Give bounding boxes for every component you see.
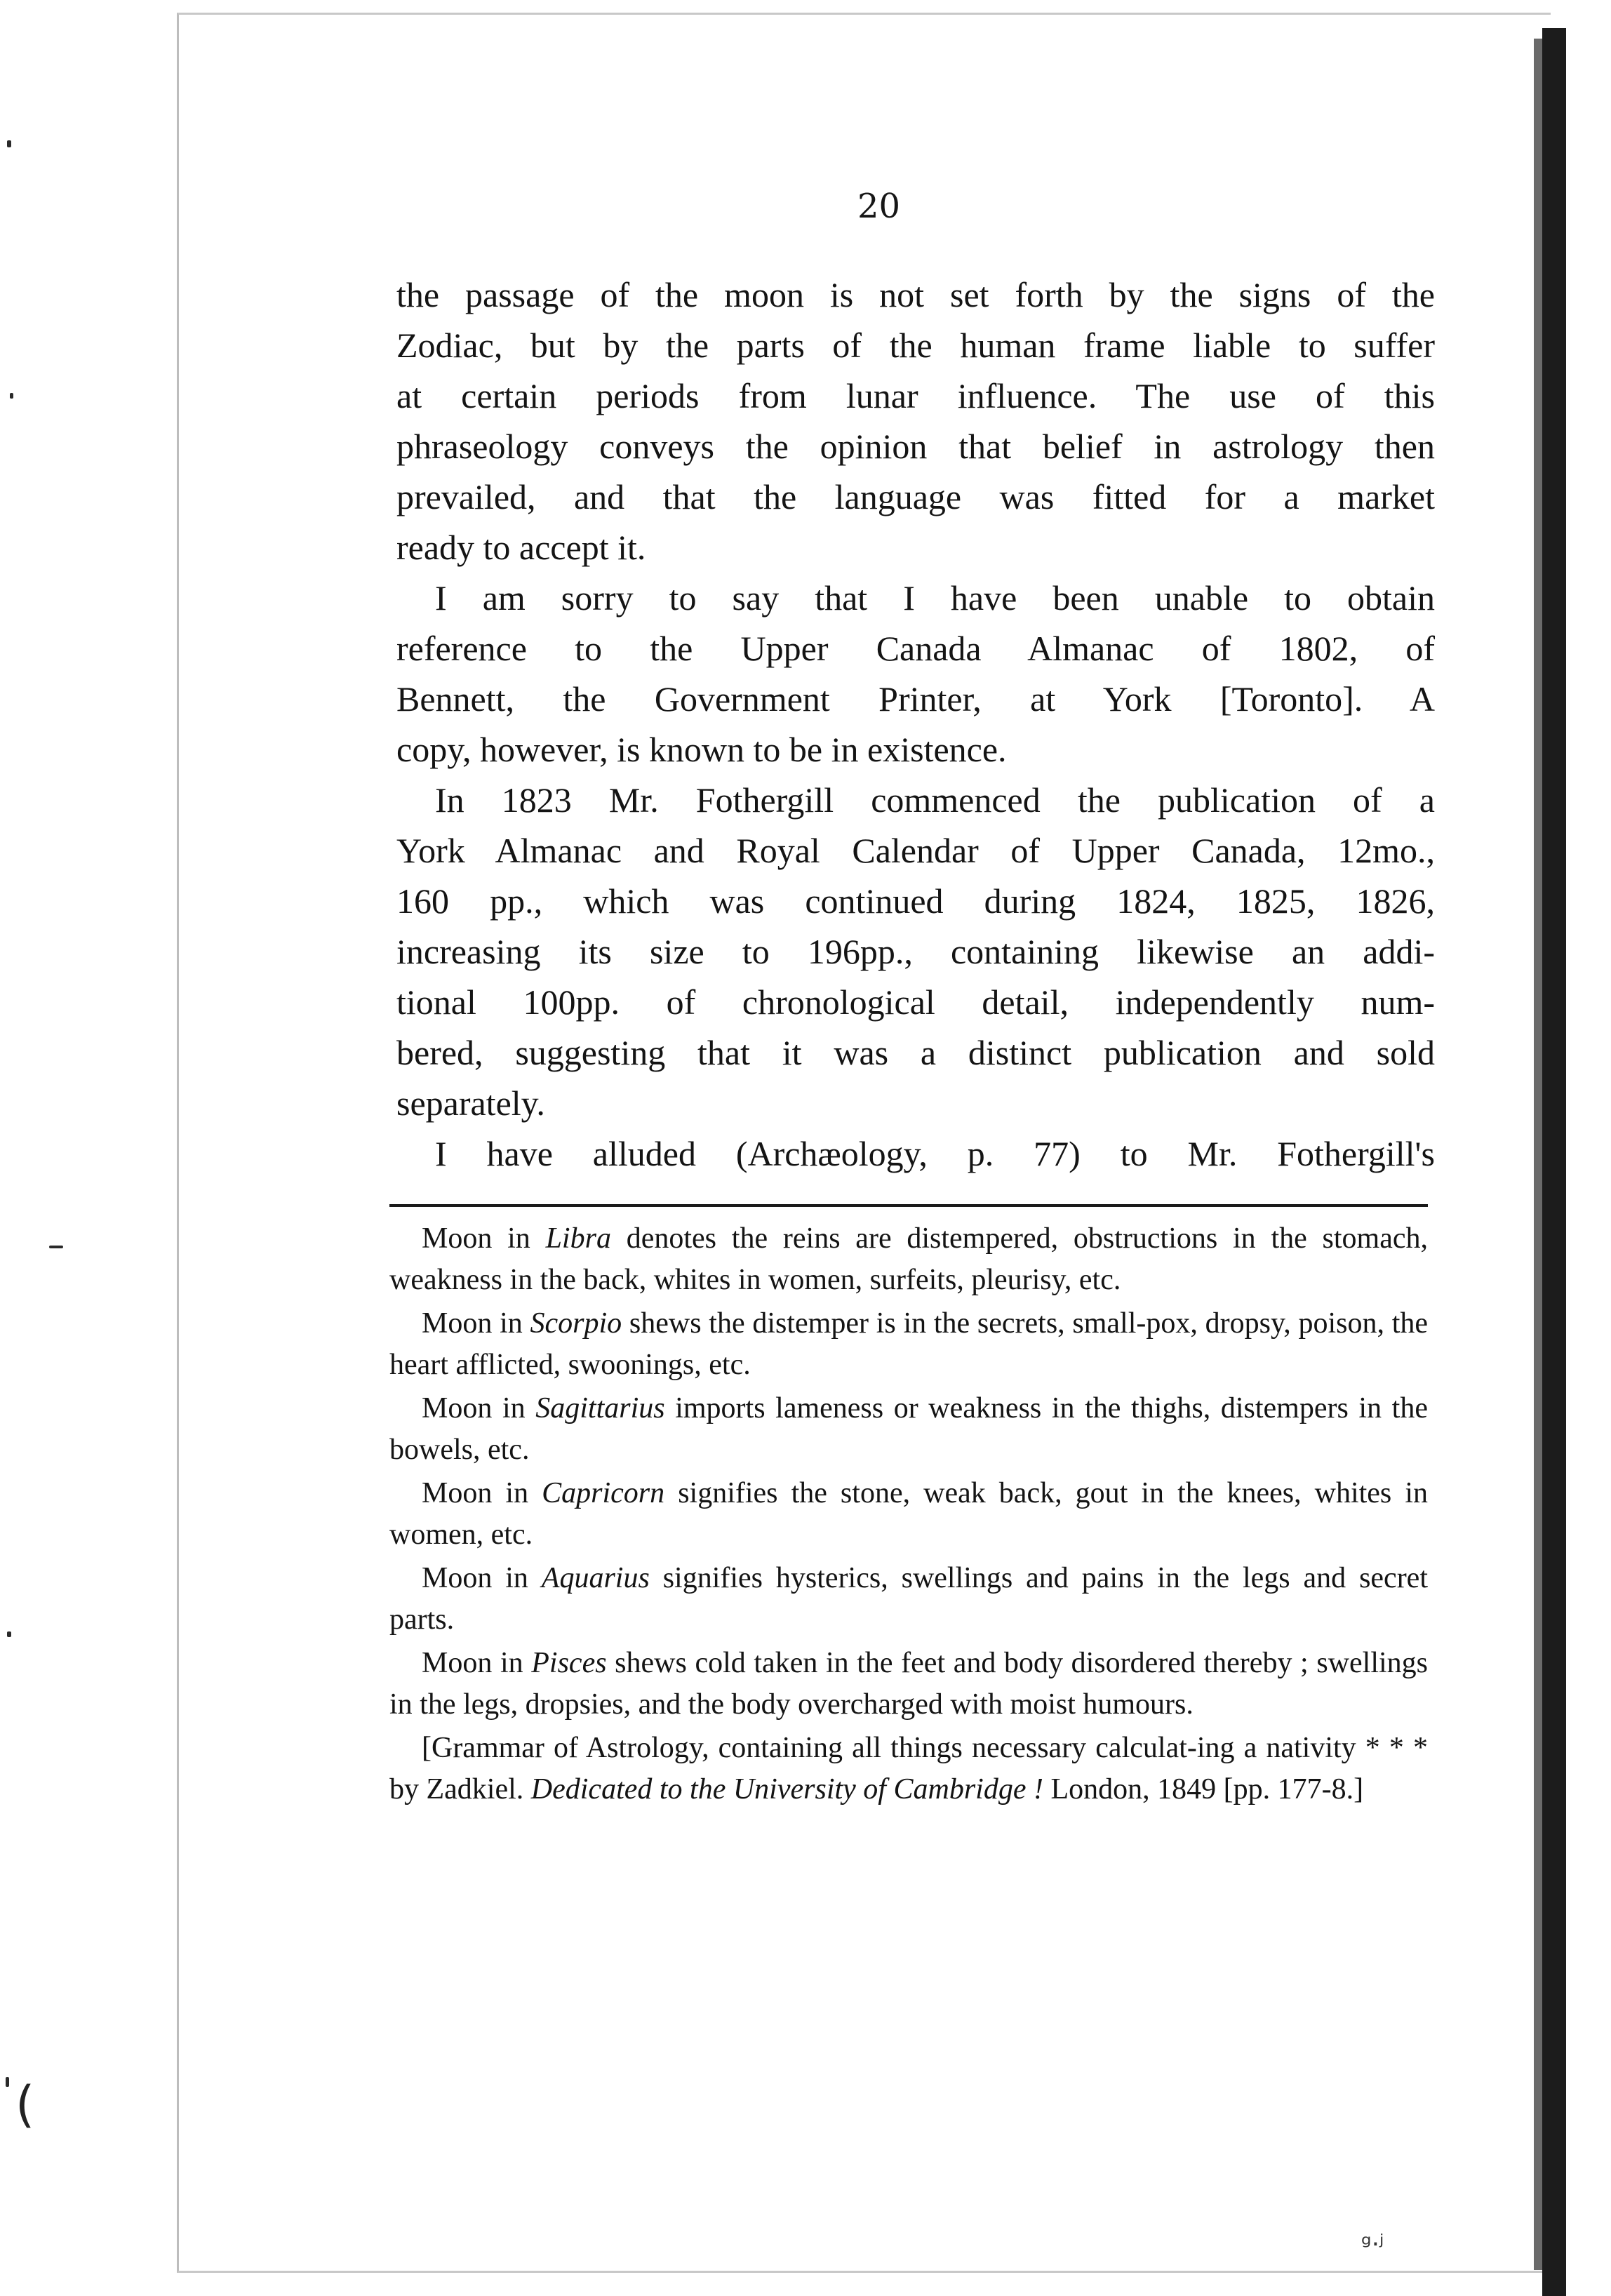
footnote-text: Moon in [422,1392,536,1424]
footnote-rule [389,1204,1428,1207]
scan-speck [6,2077,9,2087]
citation-text: [Grammar of Astrology, containing all things necessary calculat-ing a nativity * * * by Zadkiel. [389,1732,1428,1806]
footnote [389,1388,1428,1471]
scan-speck [7,140,11,147]
zodiac-sign: Capricorn [542,1477,665,1509]
footnotes [389,1218,1428,1813]
footnote-text: signifies hysterics, swellings and pains in the legs and secret parts. [389,1562,1428,1636]
citation-text: London, 1849 [pp. 177-8.] [1043,1773,1364,1806]
zodiac-sign: Aquarius [541,1562,650,1594]
text-line: increasing its size to 196pp., containing likewise an addi- [396,932,1435,971]
scan-speck [49,1246,63,1248]
footnote-text: Moon in [422,1222,546,1255]
text-line: separately. [396,1083,545,1123]
zodiac-sign: Pisces [531,1647,607,1679]
text-line: In 1823 Mr. Fothergill commenced the publication of a [435,780,1435,820]
book-spine [1542,28,1566,2296]
footnote-text: shews cold taken in the feet and body disordered thereby ; swellings in the legs, dropsies, and the body overcharged with moist humours. [389,1647,1429,1721]
footnote-text: imports lameness or weakness in the thighs, distempers in the bowels, etc. [389,1392,1428,1466]
text-line: reference to the Upper Canada Almanac of 1802, of [396,629,1435,668]
text-line: 160 pp., which was continued during 1824, 1825, 1826, [396,881,1435,921]
footnote [389,1303,1428,1386]
text-line: I am sorry to say that I have been unable to obtain [435,578,1435,618]
text-line: tional 100pp. of chronological detail, independently num- [396,982,1435,1022]
citation-dedication: Dedicated to the University of Cambridge ! [530,1773,1043,1806]
text-line: phraseology conveys the opinion that belief in astrology then [396,427,1435,466]
footnote [389,1473,1428,1556]
footnote [389,1643,1428,1726]
text-line: the passage of the moon is not set forth by the signs of the [396,275,1435,314]
footnote-text: shews the distemper is in the secrets, small-pox, dropsy, poison, the heart afflicted, swoonings, etc. [389,1307,1429,1381]
text-line: Bennett, the Government Printer, at York [Toronto]. A [396,679,1435,719]
footnote [389,1558,1428,1641]
zodiac-sign: Libra [545,1222,611,1255]
footnote-text: Moon in [422,1477,542,1509]
scan-speck [7,1631,11,1637]
zodiac-sign: Sagittarius [535,1392,665,1424]
footnote-text: signifies the stone, weak back, gout in the knees, whites in women, etc. [389,1477,1428,1551]
text-line: at certain periods from lunar influence. The use of this [396,376,1435,415]
footnote-text: Moon in [422,1562,542,1594]
page-number: 20 [857,187,901,226]
citation [389,1728,1428,1810]
footnote-text: Moon in [422,1647,532,1679]
text-line: prevailed, and that the language was fitted for a market [396,477,1435,516]
margin-bracket-mark: ( [15,2076,35,2133]
text-line: ready to accept it. [396,528,646,567]
main-text [396,269,1435,1179]
text-line: copy, however, is known to be in existence. [396,730,1007,769]
text-line: I have alluded (Archæology, p. 77) to Mr. Fothergill's [435,1134,1435,1173]
text-line: York Almanac and Royal Calendar of Upper Canada, 12mo., [396,831,1435,870]
footnote-text: denotes the reins are distempered, obstructions in the stomach, weakness in the back, whites in women, surfeits, pleurisy, etc. [389,1222,1428,1296]
text-line: Zodiac, but by the parts of the human frame liable to suffer [396,326,1435,365]
zodiac-sign: Scorpio [530,1307,622,1340]
scan-speck [10,393,13,399]
corner-scan-mark: ᵍ·ʲ [1361,2230,1384,2259]
text-line: bered, suggesting that it was a distinct publication and sold [396,1033,1435,1072]
footnote-text: Moon in [422,1307,530,1340]
footnote [389,1218,1428,1301]
